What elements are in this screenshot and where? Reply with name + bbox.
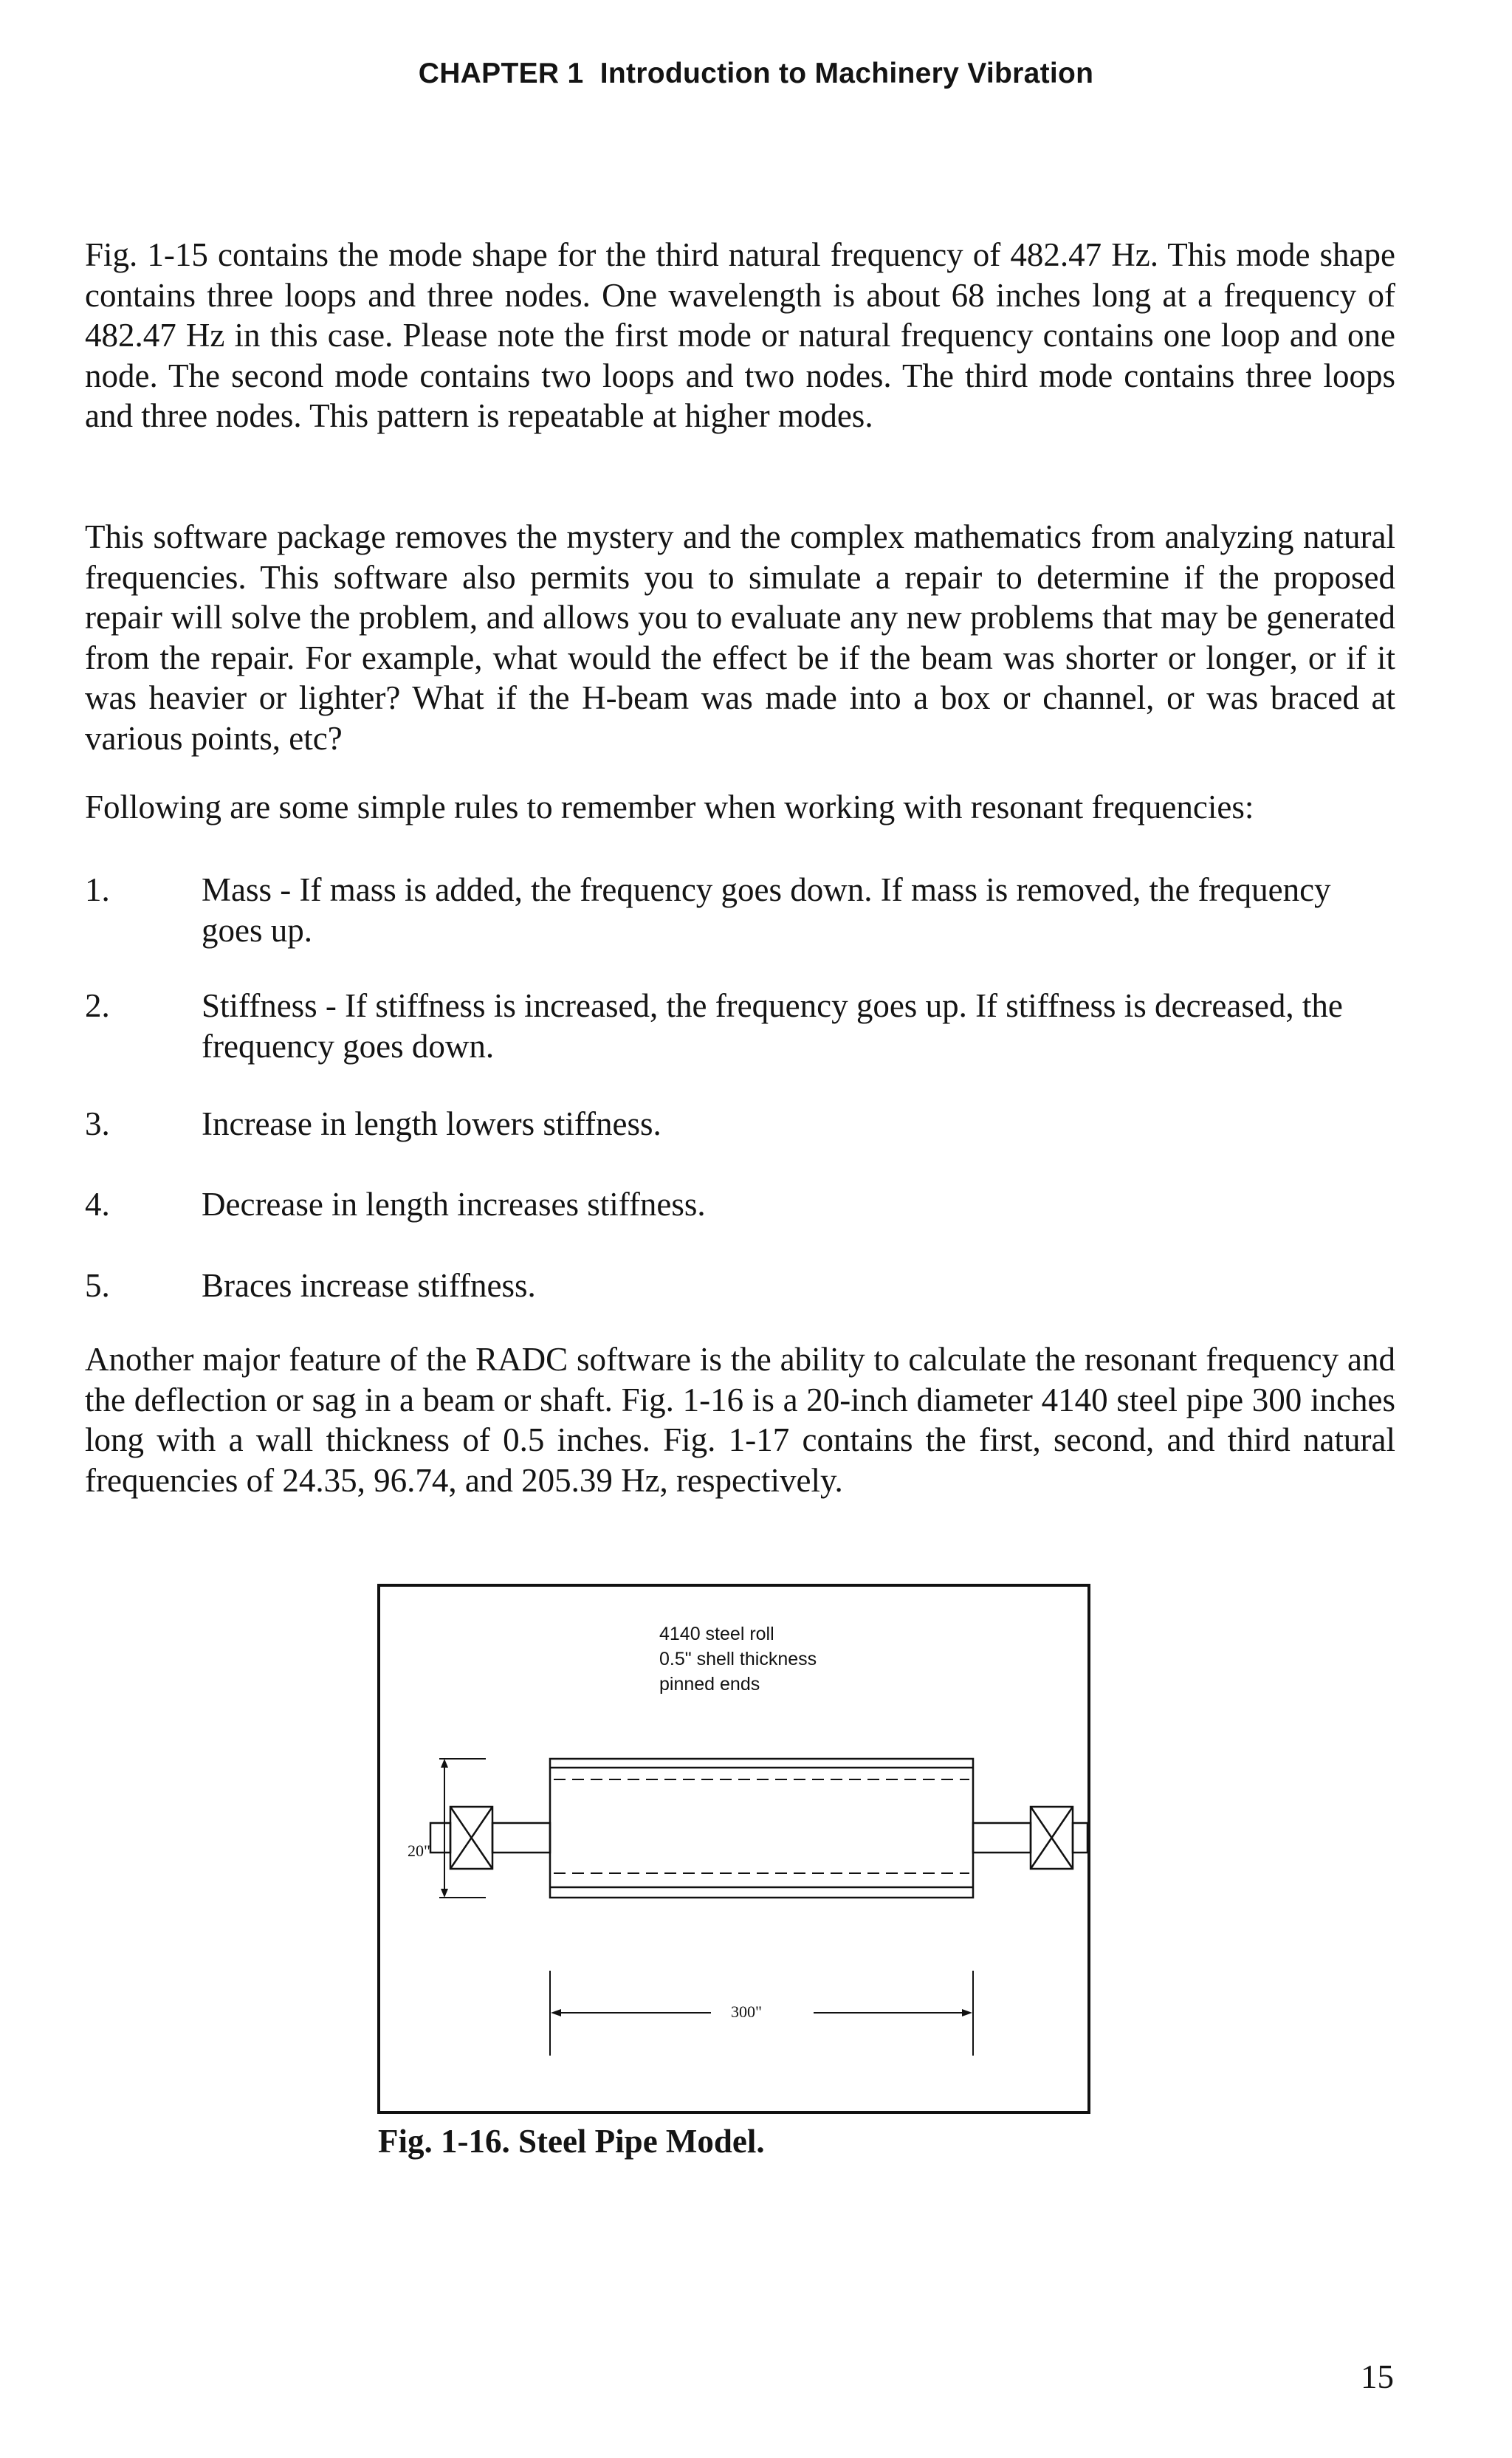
figure-note: 4140 steel roll <box>659 1624 774 1644</box>
running-header <box>0 58 1512 90</box>
rule-text: Stiffness - If stiffness is increased, the frequency goes up. If stiffness is decreased, the frequency goes down. <box>202 987 1343 1065</box>
diameter-arrow-down <box>441 1889 448 1898</box>
figure-caption: Fig. 1-16. Steel Pipe Model. <box>378 2123 765 2160</box>
paragraph-mode-shape: Fig. 1-15 contains the mode shape for the third natural frequency of 482.47 Hz. This mode shape contains three loops and three nodes. One wavelength is about 68 inches long at a frequency of 482.47 Hz in this case. Please note the first mode or natural frequency contains one loop and one node. The second mode contains two loops and two nodes. The third mode contains three loops and three nodes. This pattern is repeatable at higher modes. <box>85 236 1395 434</box>
length-arrow-right <box>962 2009 972 2016</box>
rule-number: 2. <box>85 987 110 1024</box>
rule-number: 3. <box>85 1105 110 1142</box>
rule-number: 4. <box>85 1186 110 1223</box>
paragraph-radc-feature: Another major feature of the RADC software is the ability to calculate the resonant frequency and the deflection or sag in a beam or shaft. Fig. 1-16 is a 20-inch diameter 4140 steel pipe 300 inches long with a wall thickness of 0.5 inches. Fig. 1-17 contains the first, second, and third natural frequencies of 24.35, 96.74, and 205.39 Hz, respectively. <box>85 1341 1395 1499</box>
left-shaft-end <box>430 1823 450 1853</box>
chapter-title: Introduction to Machinery Vibration <box>599 58 1094 89</box>
right-shaft-end <box>1073 1823 1087 1853</box>
rule-number: 1. <box>85 871 110 908</box>
rule-number: 5. <box>85 1267 110 1304</box>
length-label: 300" <box>731 2002 762 2021</box>
page-number: 15 <box>1361 2358 1394 2395</box>
rule-text: Increase in length lowers stiffness. <box>202 1105 662 1142</box>
right-journal <box>973 1823 1031 1853</box>
length-arrow-left <box>551 2009 561 2016</box>
steel-pipe-figure <box>377 1583 1091 2115</box>
rule-text: Decrease in length increases stiffness. <box>202 1186 706 1223</box>
paragraph-software-package: This software package removes the mystery and the complex mathematics from analyzing natural frequencies. This software also permits you to simulate a repair to determine if the proposed repair will solve the problem, and allows you to evaluate any new problems that may be generated from the repair. For example, what would the effect be if the beam was shorter or longer, or if it was heavier or lighter? What if the H-beam was made into a box or channel, or was braced at various points, etc? <box>85 518 1395 757</box>
rule-text: Braces increase stiffness. <box>202 1267 536 1304</box>
figure-note: 0.5" shell thickness <box>659 1649 817 1669</box>
figure-note: pinned ends <box>659 1674 760 1695</box>
diameter-arrow-up <box>441 1759 448 1768</box>
paragraph-rules-intro: Following are some simple rules to remember when working with resonant frequencies: <box>85 789 1254 825</box>
diameter-label: 20" <box>408 1841 430 1860</box>
chapter-number: CHAPTER 1 <box>418 58 584 89</box>
rule-text: Mass - If mass is added, the frequency goes down. If mass is removed, the frequency goes up. <box>202 871 1331 949</box>
left-journal <box>492 1823 550 1853</box>
